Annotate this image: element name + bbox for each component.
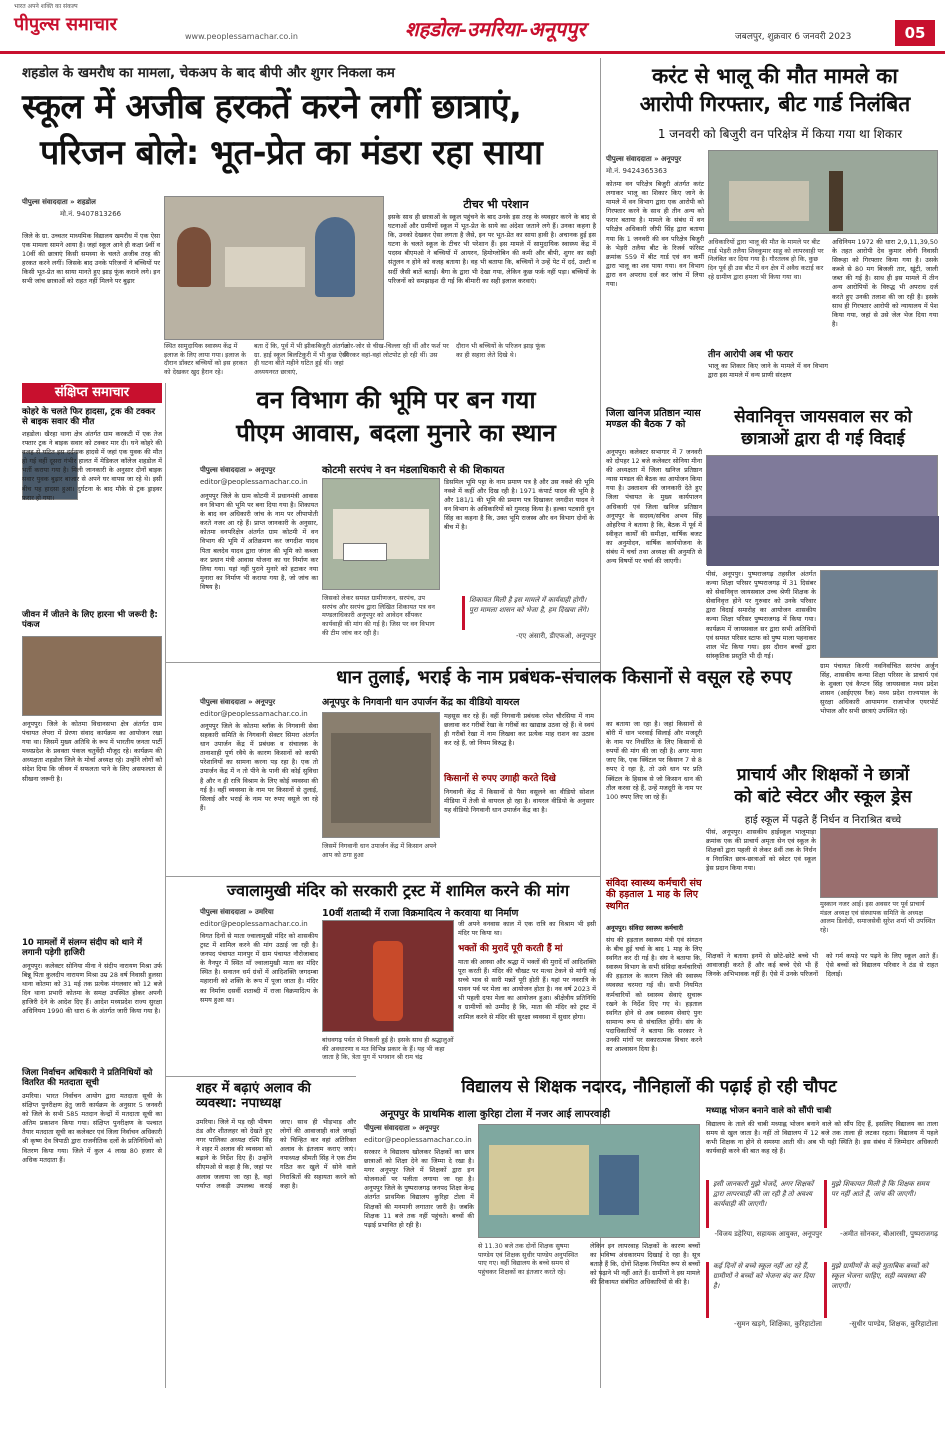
- website: www.peoplessamachar.co.in: [185, 32, 298, 41]
- photo-idol: [373, 941, 403, 1021]
- bear-mobile: मो.नं. 9424365363: [606, 167, 668, 175]
- forest-quote-by: -एए अंसारी, डीएफओ, अनूपपुर: [516, 632, 596, 640]
- fire-body: उमरिया। जिले में पड़ रही भीषण ठंड और शीतलहर को देखते हुए नगर पालिका अध्यक्ष रश्मि सिंह ने शहर में अलाव की व्यवस्था को बढ़ाने के निर्देश दिए हैं। उन्होंने सीएमओ से कहा है कि, जहां पर अलाव जलाया जा रहा है, वहां पर्याप्त लकड़ी उपलब्ध कराई जाए। साथ ही भीड़भाड़ और लोगों की आवाजाही वाले जगहों को चिन्हित कर वहां अतिरिक्त अलाव के इंतजाम कराए जाएं। नपाध्यक्ष श्रीमती सिंह ने एक टीम गठित कर खुले में सोने वाले निराश्रितों की सहायता करने को कहा है।: [196, 1118, 356, 1190]
- paddy-subhead-2: किसानों से रुपए उगाही करते दिखे: [444, 774, 556, 784]
- fire-headline: शहर में बढ़ाएं अलाव की व्यवस्था: नपाध्यक्ष: [196, 1081, 311, 1111]
- lead-caption-2: बता दें कि, पूर्व में भी झीकबिजुरी अंतर्गत ग्रा. हाई स्कूल बिलटिकुरी में भी कुछ ऐसी ही घटना बीते महीने घटित हुई थी। जहां अध्ययनरत छात्राएं,: [254, 342, 348, 376]
- farewell-body: पीसं, अनूपपुर। पुष्पराजगढ़ तहसील अंतर्गत कन्या शिक्षा परिसर पुष्पराजगढ़ में 31 दिसंबर को सेवानिवृत्त जायसवाल उच्च श्रेणी शिक्षक के सेवानिवृत्त होने पर गुरुवार को उनके परिवार द्वारा विदाई समारोह का आयोजन शासकीय कन्या शिक्षा परिसर पुष्पराजगढ़ में किया गया। कार्यक्रम में जायसवाल सर द्वारा सभी अतिथियों एवं समस्त परिसर स्टाफ को पुष्प माला पहनाकर शाल भेंट किया गया। इस दौरान बच्चों द्वारा सांस्कृतिक प्रस्तुति भी दी गई।: [706, 570, 816, 660]
- forest-body-2: डिसमिल भूमि पट्टा के नाम प्रमाण पत्र है और उस नक्शे की भूमि नक्शे में कहीं और दिख रही है। 1971 कंपार्ट यादव की भूमि है और 181/1 की भूमि की प्रमाण पत्र दिखाकर जगदीश यादव ने वन विभाग के अधिकारियों को गुमराह किया है। हल्का पटवारी धुन सिंह का कहना है कि, उक्त भूमि राजस्व और वन विभाग दोनों के बीच में है।: [444, 478, 594, 532]
- brief-item-1-head: कोहरे के चलते फिर हादसा, ट्रक की टक्कर से बाइक सवार की मौत: [22, 407, 156, 428]
- sweater-photo: [820, 828, 938, 898]
- school-caption: से 11.30 बजे तक दोनों शिक्षक सुषमा पाण्डेय एवं शिक्षक सुधीर पाण्डेय अनुपस्थित पाए गए। वहीं विद्यालय के बच्चे समय से पहुंचकर शिक्षकों का इंतजार करते रहे।: [478, 1242, 578, 1276]
- school-subhead: अनूपपुर के प्राथमिक शाला कुरिहा टोला में नजर आई लापरवाही: [380, 1109, 610, 1120]
- forest-body: अनूपपुर जिले के ग्राम कोटमी में प्रधानमंत्री आवास वन विभाग की भूमि पर बना दिया गया है। शिकायत के बाद वन अधिकारी जांच के नाम पर लीपापोती करते नजर आ रहे हैं। प्राप्त जानकारी के अनुसार, कोतमा वनपरिक्षेत्र अंतर्गत ग्राम कोटमी में वन विभाग की भूमि में अतिक्रमण कर जगदीश यादव पिता बलदेव यादव द्वारा जंगल की भूमि को कब्जा कर प्रधान मंत्री आवास योजना का घर निर्माण कर लिया गया। यहां नहीं पुराने मुनारे को हटाकर नया मुनारा का निर्माण भी कराया गया है, जो जांच का विषय है।: [200, 492, 318, 591]
- school-quote-2: मुझे शिकायत मिली है कि शिक्षक समय पर नहीं आते हैं, जांच की जाएगी।: [824, 1180, 938, 1228]
- paddy-photo: [322, 712, 440, 838]
- brief-item-1-body: शहडोल। खैरहा थाना क्षेत्र अंतर्गत ग्राम करकटी में एक तेज रफ्तार ट्रक ने बाइक सवार को टक्कर मार दी। घने कोहरे की वजह से घटित इस दर्दनाक हादसे में जहां एक युवक की मौत हो गई वहीं दूसरा गंभीर हालत में मेडिकल कॉलेज शहडोल में भर्ती कराया गया है। मिली जानकारी के अनुसार दोनों बाइक सवार युवक बुढ़ार बाजार से अपने घर वापस जा रहे थे। इसी बीच यह हादसा हुआ। दुर्घटना के बाद मौके से ट्रक ड्राइवर फरार हो गया।: [22, 430, 162, 502]
- forest-headline-1: वन विभाग की भूमि पर बन गया: [256, 386, 536, 414]
- forest-subhead: कोटमी सरपंच ने वन मंडलाधिकारी से की शिकायत: [322, 465, 505, 476]
- brief-item-2-body: अनूपपुर। जिले के कोतमा विधानसभा क्षेत्र अंतर्गत ग्राम पंचायत लेपरा में प्रेरणा संवाद कार्यक्रम का आयोजन रखा गया था। जिसमें मुख्य अतिथि के रूप में भारतीय जनता पार्टी मध्यप्रदेश के प्रवक्ता पंकज चतुर्वेदी मौजूद रहे। कार्यक्रम की अध्यक्षता शहडोल जिले के मोर्चा अध्यक्ष रहे। उन्होंने लोगों को संदेश दिया कि जीवन में सफलता पाने के लिए असफलता से सीखना जरूरी है।: [22, 720, 162, 783]
- paddy-body-2: महसूस कर रहे हैं। वहीं निगवानी प्रबंधक रमेश चौरसिया में नाम छलावा कर गरीबों रेखा के गरीबों का खाद्यान्न उठवा रहे हैं। वे स्वयं ही गरीबों रेखा में नाम लिखवा कर प्रत्येक माह राशन का उठाव कर रहे हैं, जो नियम विरुद्ध है।: [444, 712, 594, 748]
- farewell-photo-2: [820, 570, 938, 658]
- forest-byline: पीपुल्स संवाददाता » अनूपपुर: [200, 466, 276, 474]
- school-body: सरकार ने विद्यालय खोलकर शिक्षकों का छात्र छात्राओं को शिक्षा देने का जिम्मा दे रखा है। मगर अनूपपुर जिले में शिक्षकों द्वारा इन योजनाओं पर पलीता लगाया जा रहा है। अनूपपुर जिले के पुष्पराजगढ़ जनपद शिक्षा केन्द्र अंतर्गत प्राथमिक विद्यालय कुरिहा टोला में शिक्षकों की मनमानी लगातार जारी है। जबकि शिक्षक 11 बजे तक नहीं पहुंचते। बच्चों की पढ़ाई प्रभावित हो रही है।: [364, 1148, 474, 1229]
- photo-crowd: [707, 516, 939, 566]
- sweater-headline-1: प्राचार्य और शिक्षकों ने छात्रों: [736, 765, 910, 785]
- school-body-2: लेकिन इन लापरवाह शिक्षकों के कारण बच्चों का भविष्य अंधकारमय दिखाई दे रहा है। सूत्र बताते हैं कि, दोनों शिक्षक नियमित रूप से बच्चों को पढ़ाने भी नहीं आते हैं। ग्रामीणों ने इस मामले की शिकायत संबंधित अधिकारियों से की है।: [590, 1242, 700, 1287]
- brand-tagline: भारत अपने शक्ति का संकल्प: [14, 3, 78, 10]
- sweater-body: पीसं, अनूपपुर। शासकीय हाईस्कूल भालूमाड़ा क्रमांक एक की प्राचार्य अमृता सेन एवं स्कूल के शिक्षकों द्वारा पहली से लेकर 8वीं तक के निर्धन व निराश्रित छात्र-छात्राओं को स्वेटर एवं स्कूल ड्रेस प्रदान किया गया।: [706, 828, 816, 873]
- photo-figure-1: [177, 227, 211, 287]
- page-number: 05: [895, 20, 935, 46]
- brand-name: पीपुल्स समाचार: [14, 14, 117, 35]
- photo-person: [829, 171, 843, 231]
- bear-headline-2: आरोपी गिरफ्तार, बीट गार्ड निलंबित: [639, 92, 911, 116]
- bear-body-2: अधिनियम 1972 की धारा 2,9,11,39,50 के तहत आरोपी देव कुमार लोनी निवासी सिरूहा को गिरफ्तार किया गया है। उसके कब्जे से 80 मग बिजली तार, खूंटी, जाली जब्त की गई है। साथ ही इस मामले में तीन अन्य आरोपियों के विरुद्ध भी अपराध दर्ज करते हुए उनकी तलाश की जा रही है। इसके साथ ही गिरफ्तार आरोपी को न्यायालय में पेश किया गया, जहां से उसे जेल भेज दिया गया है।: [832, 238, 938, 328]
- sweater-headline-2: को बांटे स्वेटर और स्कूल ड्रेस: [734, 787, 912, 807]
- brief-item-2-photo: [22, 636, 162, 716]
- lead-caption-4b: [545, 342, 595, 382]
- photo-bed: [225, 247, 305, 287]
- school-quote-4: मुझे ग्रामीणों के कहे मुताबिक बच्चों को स्कूल भेजना चाहिए, सही व्यवस्था की जाएगी।: [824, 1262, 938, 1318]
- lead-headline-1: स्कूल में अजीब हरकतें करने लगीं छात्राएं,: [22, 87, 522, 127]
- jwala-byline: पीपुल्स संवाददाता » उमरिया: [200, 908, 274, 916]
- jwala-body: विगत दिनों से माता ज्वालामुखी मंदिर को शासकीय ट्रस्ट में शामिल करने की मांग उठाई जा रही है। जनपद पंचायत मानपुर में ग्राम पंचायत नौरोजाबाद के नैनपुर में स्थित माँ ज्वालामुखी माता का मंदिर स्थित है। सनातन धर्म ग्रंथों में आदिशक्ति जगदम्बा महारानी को शक्ति के रूप में पूजा जाता है। मंदिर का निर्माण दसवीं शताब्दी में राजा विक्रमादित्य के समय हुआ था।: [200, 932, 318, 1004]
- paddy-body-3: निगवानी केंद्र में किसानों से पैसा वसूलने का वीडियो सोशल मीडिया में तेजी से वायरल हो रहा है। वायरल वीडियो के अनुसार यह वीडियो निगवानी धान उपार्जन केंद्र का है।: [444, 788, 594, 815]
- health-headline: संविदा स्वास्थ्य कर्मचारी संघ की हड़ताल 1 माह के लिए स्थगित: [606, 878, 702, 912]
- paddy-top-rule: [166, 662, 600, 663]
- school-quote-3: कई दिनों से बच्चे स्कूल नहीं आ रहे हैं, ग्रामीणों ने बच्चों को भेजना बंद कर दिया है।: [706, 1262, 822, 1318]
- bear-headline-1: करंट से भालू की मौत मामले का: [652, 64, 898, 88]
- bear-photo: [708, 150, 938, 234]
- jwala-photo: [322, 920, 454, 1032]
- lead-mobile: मो.नं. 9407813266: [60, 210, 122, 218]
- school-photo: [478, 1124, 700, 1238]
- lead-sidebody: इसके साथ ही छात्राओं के स्कूल पहुंचने के बाद उनके इस तरह के व्यवहार करने के बाद से घटनाओं और ग्रामीणों स्कूल में भूत-प्रेत के साये का अंदेशा जताने लगे हैं। उनका कहना है कि, उनको देखकर ऐसा लगता है जैसे, इन पर भूत-प्रेत का साया हावी है। अचानक हुई इस घटना के चलते स्कूल के टीचर भी परेशान हैं। इस मामले में सामुदायिक स्वास्थ्य केंद्र में पदस्थ बीएमओ ने बच्चियों में आयरन, हिमोग्लोबिन की कमी और बीपी, शुगर का सही संतुलन न होने को वजह बताया है। वह भी बताया कि, बच्चियों ने उन्हें पेट में दर्द, उल्टी व सर्दी जैसी बातें बताईं। बैगा के द्वारा भी देखा गया, लेकिन कुछ फर्क नहीं पड़ा। बच्चियों के परिजनों को समझाइश दी गई कि बीमारी का सही इलाज करवाएं।: [388, 213, 596, 285]
- brand-logo: [14, 3, 117, 36]
- brief-item-3-head: 10 मामलों में संलग्न संदीप को थाने में लगानी पड़ेगी हाजिरी: [22, 938, 143, 959]
- school-quote-1-by: -विजय डहेरिया, सहायक आयुक्त, अनूपपुर: [714, 1230, 822, 1238]
- forest-quote: शिकायत मिली है इस मामले में कार्यवाही होगी। पूरा मामला शासन को भेजा है, हम दिखवा लेंगे।: [462, 596, 596, 630]
- mine-headline: जिला खनिज प्रतिष्ठान न्यास मण्डल की बैठक 7 को: [606, 408, 701, 431]
- paddy-subhead: अनूपपुर के निगवानी धान उपार्जन केंद्र का वीडियो वायरल: [322, 697, 520, 708]
- paddy-byline: पीपुल्स संवाददाता » अनूपपुर: [200, 698, 276, 706]
- paddy-caption: जिसमें निगवानी धान उपार्जन केंद्र में किसान अपने आप को ठगा हुआ: [322, 842, 437, 859]
- sweater-subhead: हाई स्कूल में पढ़ते हैं निर्धन व निराश्रित बच्चे: [744, 815, 902, 826]
- region-title: शहडोल-उमरिया-अनूपपुर: [405, 17, 586, 41]
- paddy-email: editor@peoplessamachar.co.in: [200, 710, 308, 718]
- farewell-headline-1: सेवानिवृत्त जायसवाल सर को: [734, 407, 912, 427]
- lead-caption-3: जोर-जोर से चीख-चिल्ला रही थीं और फर्श पर गिरकर वहां-वहां लोटपोट हो रही थीं। उस: [344, 342, 449, 359]
- forest-headline-2: पीएम आवास, बदला मुनारे का स्थान: [236, 419, 556, 447]
- brief-item-4-head: जिला निर्वाचन अधिकारी ने प्रतिनिधियों को वितरित की मतदाता सूची: [22, 1068, 153, 1089]
- sweater-caption: मुस्कान नजर आई। इस अवसर पर पूर्व प्राचार्य मंडल अध्यक्ष एवं संस्थापक समिति के अध्यक्ष आलम डिलोदी, समाजसेवी सुरेश शर्मा भी उपस्थित रहे।: [820, 900, 936, 934]
- lead-kicker: शहडोल के खमरौध का मामला, चेकअप के बाद बीपी और शुगर निकला कम: [22, 65, 395, 81]
- farewell-body-2: ग्राम पंचायत किरगी नवनिर्वाचित सरपंच अर्जुन सिंह, शासकीय कन्या शिक्षा परिसर के प्राचार्य एवं के शुक्ला एवं कैप्टन सिंह जायसवाल मध्य प्रदेश शासन (आईएएस रैंक) मध्य प्रदेश राज्यपाल के सुरक्षा अधिकारी आयामगन राजाभोज एयरपोर्ट भोपाल और सभी छात्राएं उपस्थित रहे।: [820, 662, 938, 716]
- lead-subhead: टीचर भी परेशान: [463, 198, 529, 211]
- jwala-body-2: जी अपने वनवास काल में एक रात्रि का विश्राम भी इसी मंदिर पर किया था।: [458, 920, 596, 938]
- school-quote-2-by: -अमीत सोनकर, बीआरसी, पुष्पराजगढ़: [840, 1230, 938, 1238]
- school-quote-3-by: -सुमन खड़गे, शिक्षिका, कुरिहाटोला: [734, 1320, 822, 1328]
- jwala-subhead: 10वीं शताब्दी में राजा विक्रमादित्य ने करवाया था निर्माण: [322, 908, 519, 919]
- brief-item-4-body: उमरिया। भारत निर्वाचन आयोग द्वारा मतदाता सूची के संक्षिप्त पुनरीक्षण हेतु जारी कार्यक्रम के अनुसार 5 जनवरी को जिले के सभी 585 मतदान केन्द्रों में मतदाता सूची का अंतिम प्रकाशन किया गया। संक्षिप्त पुनरीक्षण के पश्चात तैयार मतदाता सूची का कलेक्टर एवं जिला निर्वाचन अधिकारी श्री कृष्ण देव त्रिपाठी द्वारा राजनीतिक दलों के प्रतिनिधियों को वितरण किया गया। जिले में कुल 4 लाख 80 हजार से अधिक मतदाता हैं।: [22, 1092, 162, 1164]
- jwala-top-rule: [166, 876, 600, 877]
- school-byline: पीपुल्स संवाददाता » अनूपपुर: [364, 1124, 440, 1132]
- jwala-email: editor@peoplessamachar.co.in: [200, 920, 308, 928]
- paddy-body-4: का बताया जा रहा है। जहां किसानों से बोरी में धान भरवाई सिलाई और मजदूरी के नाम पर निर्धारित के लिए किसानों से रुपयों की मांग की जा रही है। अगर माना जाए कि, एक क्विंटल पर किसान 7 से 8 रुपए दे रहा है, तो उसे धान पर प्रति क्विंटल के हिसाब से जो किसान धान की तौल करवा रहे हैं, उन्हें मजदूरी के नाम पर 100 रुपए लिए जा रहे हैं।: [606, 720, 702, 801]
- sweater-body-2: शिक्षकों ने बताया इनमें से छोटे-छोटे बच्चे भी आवाजाही करते हैं और कई बच्चे ऐसे भी हैं जिनके अभिभावक नहीं हैं। ऐसे में उनके परिजनों को गर्म कपड़े पर पढ़ने के लिए स्कूल आते हैं। ऐसे बच्चों को विद्यालय परिवार ने ठंड से राहत दिलाई।: [706, 952, 938, 979]
- fire-top-rule: [166, 1076, 356, 1077]
- bear-subhead-2: तीन आरोपी अब भी फरार: [708, 350, 793, 360]
- bear-subhead: 1 जनवरी को बिजुरी वन परिक्षेत्र में किया गया था शिकार: [657, 127, 903, 141]
- photo-school-wall: [489, 1145, 589, 1215]
- brief-title: संक्षिप्त समाचार: [22, 383, 162, 403]
- forest-photo: [322, 478, 440, 590]
- lead-headline-2: परिजन बोले: भूत-प्रेत का मंडरा रहा साया: [40, 133, 543, 173]
- school-email: editor@peoplessamachar.co.in: [364, 1136, 472, 1144]
- paddy-body: अनूपपुर जिले के कोतमा ब्लॉक के निगवानी सेवा सहकारी समिति के निगवानी सेक्टर सिमरा अंतर्गत धान उपार्जन केंद्र में प्रबंधक व संचालक के तानाशाही पूर्ण रवैये के कारण किसानों को काफी परेशानियों का सामना करना पड़ रहा है। एक तो उपार्जन केंद्र में न तो पीने के पानी की कोई सुविधा है और न ही रात्रि विश्राम के लिए कोई व्यवस्था की गई है। वहीं व्यवस्था के नाम पर किसानों से तुलाई, सिलाई और भराई के नाम पर रुपए वसूले जा रहे हैं।: [200, 722, 318, 812]
- lead-photo: [164, 196, 384, 340]
- health-body: संघ की हड़ताल स्वास्थ्य मंत्री एवं संगठन के बीच हुई चर्चा के बाद 1 माह के लिए स्थगित कर दी गई है। संघ ने बताया कि, स्वास्थ्य विभाग के सभी संविदा कर्मचारियों की हड़ताल के कारण जिले की स्वास्थ्य व्यवस्था चरमरा गई थी। सभी नियमित कर्मचारियों को स्वास्थ्य सेवाएं सुचारू रखने के निर्देश दिए गए थे। हड़ताल स्थगित होने से अब स्वास्थ्य सेवाएं पुनः सामान्य रूप से संचालित होंगी। संघ के पदाधिकारियों ने बताया कि सरकार ने उनकी मांगों पर सकारात्मक विचार करने का आश्वासन दिया है।: [606, 936, 702, 1054]
- photo-door: [599, 1155, 639, 1215]
- jwala-body-3: माता की आस्था और श्रद्धा में भक्तों की मुरादें माँ आदिशक्ति पूरा करती हैं। मंदिर की चौखट पर मत्था टेकने से मांगी गई सच्चे भाव से सारी मन्नतें पूरी होती हैं। यहां पर नवरात्रि के पावन पर्व पर मेला का आयोजन होता है। नव वर्ष 2023 में भी पहली दफा मेला का आयोजन हुआ। श्रीक्षेत्रीय प्रतिनिधि व ग्रामीणों को उम्मीद है कि, माता की मंदिर को ट्रस्ट में शामिल करने से मंदिर की सुरक्षा व्यवस्था में सुधार होगा।: [458, 958, 596, 1021]
- jwala-headline: ज्वालामुखी मंदिर को सरकारी ट्रस्ट में शामिल करने की मांग: [226, 881, 570, 900]
- brief-divider: [165, 383, 166, 1388]
- farewell-photo-1: [706, 455, 938, 565]
- jwala-subhead-2: भक्तों की मुरादें पूरी करती हैं मां: [458, 944, 563, 954]
- photo-building: [729, 181, 809, 221]
- bear-byline: पीपुल्स संवाददाता » अनूपपुर: [606, 155, 682, 163]
- school-quote-1: इसी जानकारी मुझे भेजदें, अगर शिक्षकों द्वारा लापरवाही की जा रही है तो अवश्य कार्यवाही की जाएगी।: [706, 1180, 822, 1228]
- school-mdm-head: मध्याह्न भोजन बनाने वाले को सौंपी चाबी: [706, 1106, 832, 1116]
- photo-figure-2: [315, 217, 355, 297]
- masthead: [0, 0, 945, 54]
- lead-byline: पीपुल्स संवाददाता » शहडोल: [22, 198, 96, 206]
- photo-people: [331, 733, 431, 823]
- health-byline: अनूपपुर। संविदा स्वास्थ्य कर्मचारी: [606, 924, 683, 932]
- lead-caption-1: स्थित सामुदायिक स्वास्थ्य केंद्र में इलाज के लिए लाया गया। इलाज के दौरान डॉक्टर बच्चियों को इस हरकत को देखकर खुद हैरान रहे।: [164, 342, 248, 376]
- jwala-caption: बांधवगढ़ पर्वत से निकली हुई है। इसके साथ ही श्रद्धालुओं की अवधारणा व मत विभिन्न प्रकार के हैं। यह भी कहा जाता है कि, त्रेता युग में भगवान श्री राम चंद्र: [322, 1036, 454, 1062]
- school-quote-4-by: -सुधीर पाण्डेय, शिक्षक, कुरिहाटोला: [849, 1320, 938, 1328]
- bear-body-3: भालू का शिकार किए जाने के मामले में वन विभाग द्वारा इस मामले में वन्य प्राणी संरक्षण: [708, 362, 828, 380]
- bear-caption: अधिकारियों द्वारा भालू की मौत के मामले पर बीट गार्ड भेड़री तलैया शिवकुमार साहू को लापरवाही पर निलंबित कर दिया गया है। गौरतलब हो कि, कुछ दिन पूर्व ही उस बीट में वन क्षेत्र में अवैध कटाई कर रहे ग्रामीण द्वारा हमला भी किया गया था।: [708, 238, 824, 281]
- lead-body: जिले के ग्रा. उच्चतर माध्यमिक विद्यालय खमरौध में एक ऐसा एक मामला सामने आया है। जहां स्कूल आने ही कक्षा 9वीं व 10वीं की छात्राएं किसी समस्या के चलते अजीब तरह की हरकत करने लगीं। जिसके बाद उनके परिजनों ने बच्चियों पर किसी भूत-प्रेत का साया मानते हुए झाड़ फूंक कराने लगे। इन सभी जांच छात्राओं को राहत नहीं मिलने पर बुढ़ार: [22, 232, 160, 286]
- brief-item-2-head: जीवन में जीतने के लिए हारना भी जरूरी है: पंकज: [22, 610, 158, 631]
- brief-item-3-body: अनूपपुर। कलेक्टर सोनिया मीना ने संदीप नारायण मिश्रा उर्फ बिन्नू पिता कुलदीप नारायण मिश्रा उम्र 28 वर्ष निवासी हुलसा थाना कोतमा को 31 मई तक प्रत्येक मंगलवार को 12 बजे दिन थाना प्रभारी कोतमा के समक्ष उपस्थित होकर अपनी हाजिरी देने के आदेश दिए हैं। आदेश मध्यप्रदेश राज्य सुरक्षा अधिनियम 1990 की धारा 6 के अंतर्गत जारी किया गया है।: [22, 962, 162, 1016]
- paddy-headline: धान तुलाई, भराई के नाम प्रबंधक-संचालक किसानों से वसूल रहे रुपए: [336, 667, 792, 688]
- mine-body: अनूपपुर। कलेक्टर सभागार में 7 जनवरी को दोपहर 12 बजे कलेक्टर सोनिया मीना की अध्यक्षता में जिला खनिज प्रतिष्ठान न्यास मण्डल की बैठक का आयोजन किया गया है। उक्ताशय की जानकारी देते हुए जिला पंचायत के मुख्य कार्यपालन अधिकारी एवं जिला खनिज प्रतिष्ठान अनूपपुर के सदस्य/सचिव अभय सिंह ओहरिया ने बताया है कि, बैठक में पूर्व में स्वीकृत कार्यों की समीक्षा, वार्षिक बजट का अनुमोदन, वार्षिक कार्ययोजना के संबंध में चर्चा तथा अध्यक्ष की अनुमति से अन्य विषयों पर चर्चा की जाएगी।: [606, 448, 702, 566]
- photo-vehicle: [343, 543, 387, 561]
- forest-caption: जिसको लेकर समस्त ग्रामीणजन, सरपंच, उप सरपंच और सरपंच द्वारा लिखित शिकायत पत्र वन मण्डलाधिकारी अनूपपुर को आवेदन सौंपकर कार्यवाही की मांग की गई है। जिस पर वन विभाग की टीम जांच कर रही है।: [322, 594, 435, 637]
- school-mdm-body: विद्यालय के ताले की चाबी मध्याह्न भोजन बनाने वाले को सौंप दिए हैं, इसलिए विद्यालय का ताला समय से खुल जाता है। नहीं तो विद्यालय में 12 बजे तक ताला ही लटका रहता। विद्यालय में पहले कभी शिक्षक ना होने से समस्या आती थी। अब भी यही स्थिति है। इस संबंध में जिम्मेदार अधिकारी कार्यवाही करने की बात कह रहे हैं।: [706, 1120, 938, 1156]
- farewell-headline-2: छात्राओं द्वारा दी गई विदाई: [741, 429, 905, 449]
- forest-email: editor@peoplessamachar.co.in: [200, 478, 308, 486]
- bear-body: कोतमा वन परिक्षेत्र बिजुरी अंतर्गत करंट लगाकर भालू का शिकार किए जाने के मामले में वन विभाग द्वारा एक आरोपी को गिरफ्तार करने के साथ ही तीन अन्य को फरार बताया है। मामले के संबंध में वन परिक्षेत्र अधिकारी जीपी सिंह द्वारा बताया गया कि 1 जनवरी की वन परिक्षेत्र बिजुरी के भेड़री तलैया बीट के रिजर्व फॉरेस्ट क्रमांक 559 में बीट गार्ड एवं वन कर्मी द्वारा भालू का शव पाया गया। वन विभाग द्वारा वन अपराध दर्ज कर जांच में लिया गया।: [606, 180, 704, 289]
- school-headline: विद्यालय से शिक्षक नदारद, नौनिहालों की पढ़ाई हो रही चौपट: [461, 1077, 837, 1097]
- issue-date: जबलपुर, शुक्रवार 6 जनवरी 2023: [735, 32, 852, 42]
- lead-caption-4: दौरान भी बच्चियों के परिजन झाड़ फूंक का ही सहारा लेते दिखे थे।: [456, 342, 546, 359]
